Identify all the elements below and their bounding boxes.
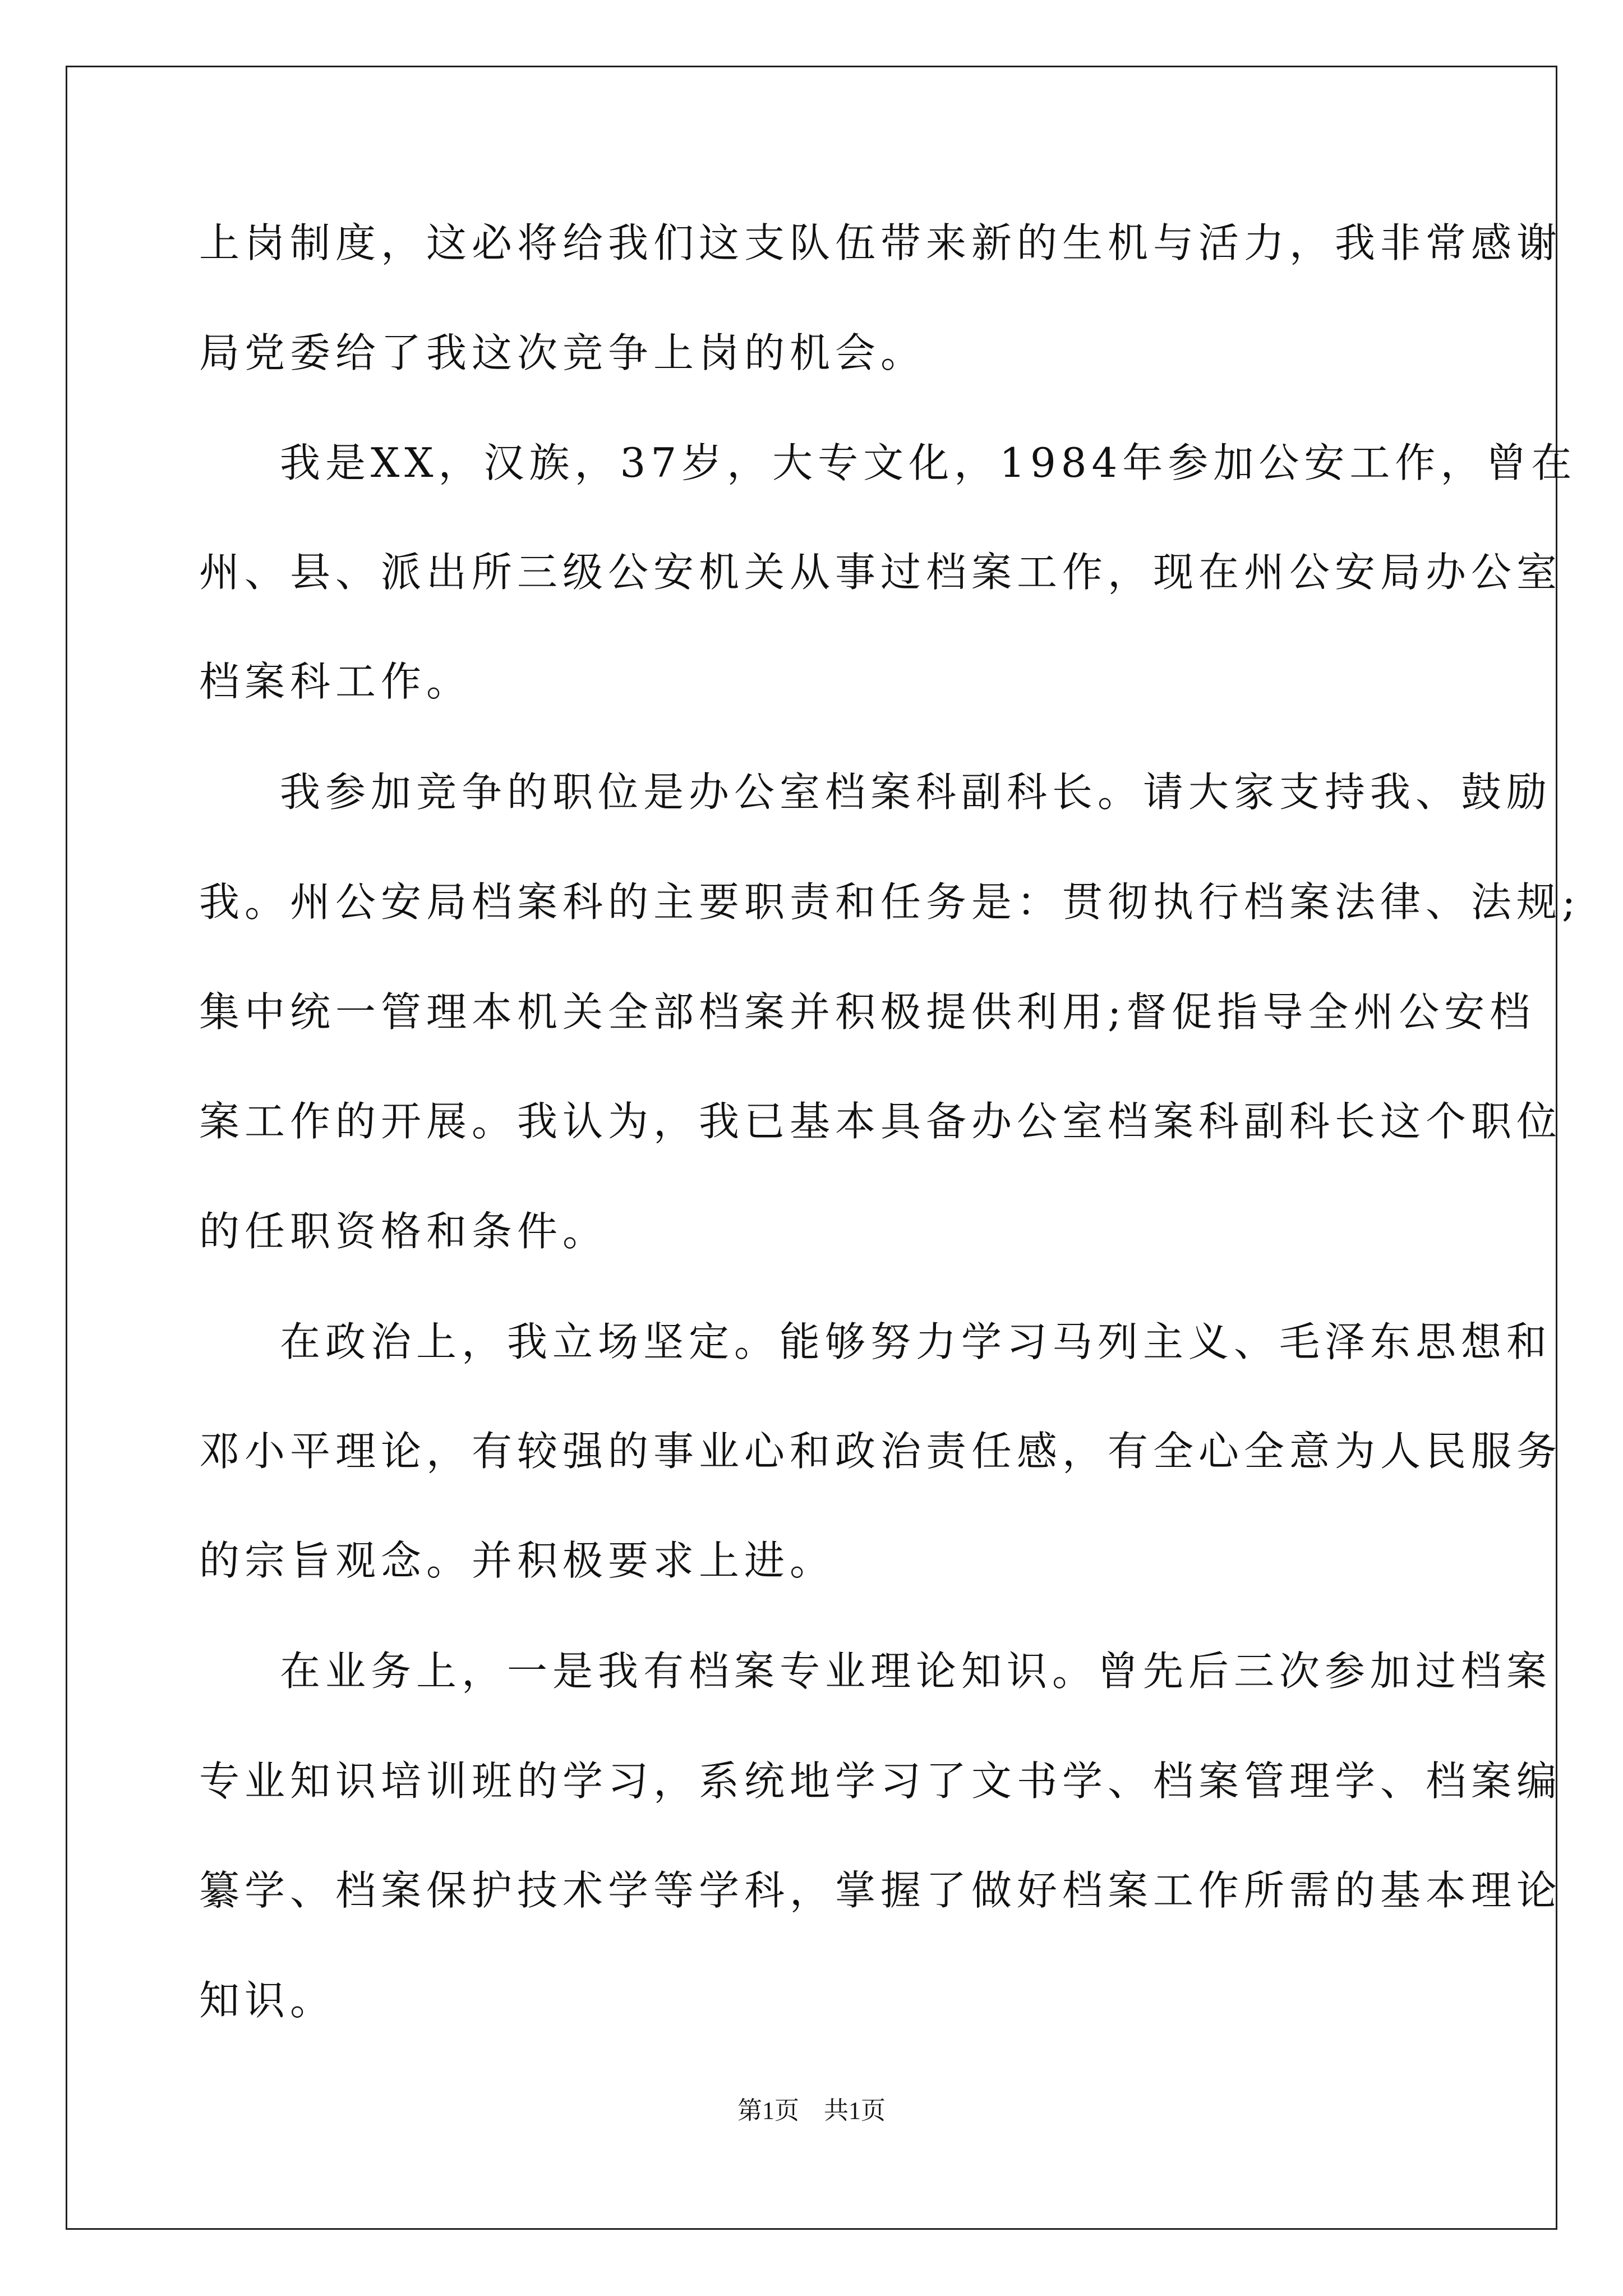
- text-line: 邓小平理论，有较强的事业心和政治责任感，有全心全意为人民服务: [199, 1428, 1562, 1475]
- text-line: 知识。: [199, 1977, 336, 2024]
- text-line: 州、县、派出所三级公安机关从事过档案工作，现在州公安局办公室: [199, 549, 1562, 596]
- paragraph-first-line: 在业务上，一是我有档案专业理论知识。曾先后三次参加过档案: [280, 1648, 1552, 1695]
- text-line: 的宗旨观念。并积极要求上进。: [199, 1537, 836, 1584]
- paragraph-first-line: 在政治上，我立场坚定。能够努力学习马列主义、毛泽东思想和: [280, 1318, 1552, 1365]
- page-number: 第1页 共1页: [737, 2097, 886, 2124]
- text-line: 专业知识培训班的学习，系统地学习了文书学、档案管理学、档案编: [199, 1757, 1562, 1805]
- text-line: 上岗制度，这必将给我们这支队伍带来新的生机与活力，我非常感谢: [199, 219, 1562, 266]
- text-line: 纂学、档案保护技术学等学科，掌握了做好档案工作所需的基本理论: [199, 1867, 1562, 1914]
- text-line: 我。州公安局档案科的主要职责和任务是：贯彻执行档案法律、法规;: [199, 878, 1581, 926]
- text-line: 档案科工作。: [199, 658, 472, 705]
- text-line: 局党委给了我这次竞争上岗的机会。: [199, 329, 926, 376]
- paragraph-first-line: 我参加竞争的职位是办公室档案科副科长。请大家支持我、鼓励: [280, 769, 1552, 816]
- text-line: 集中统一管理本机关全部档案并积极提供利用;督促指导全州公安档: [199, 988, 1536, 1036]
- paragraph-first-line: 我是XX，汉族，37岁，大专文化，1984年参加公安工作，曾在: [280, 439, 1577, 486]
- text-line: 的任职资格和条件。: [199, 1208, 608, 1255]
- text-line: 案工作的开展。我认为，我已基本具备办公室档案科副科长这个职位: [199, 1098, 1562, 1145]
